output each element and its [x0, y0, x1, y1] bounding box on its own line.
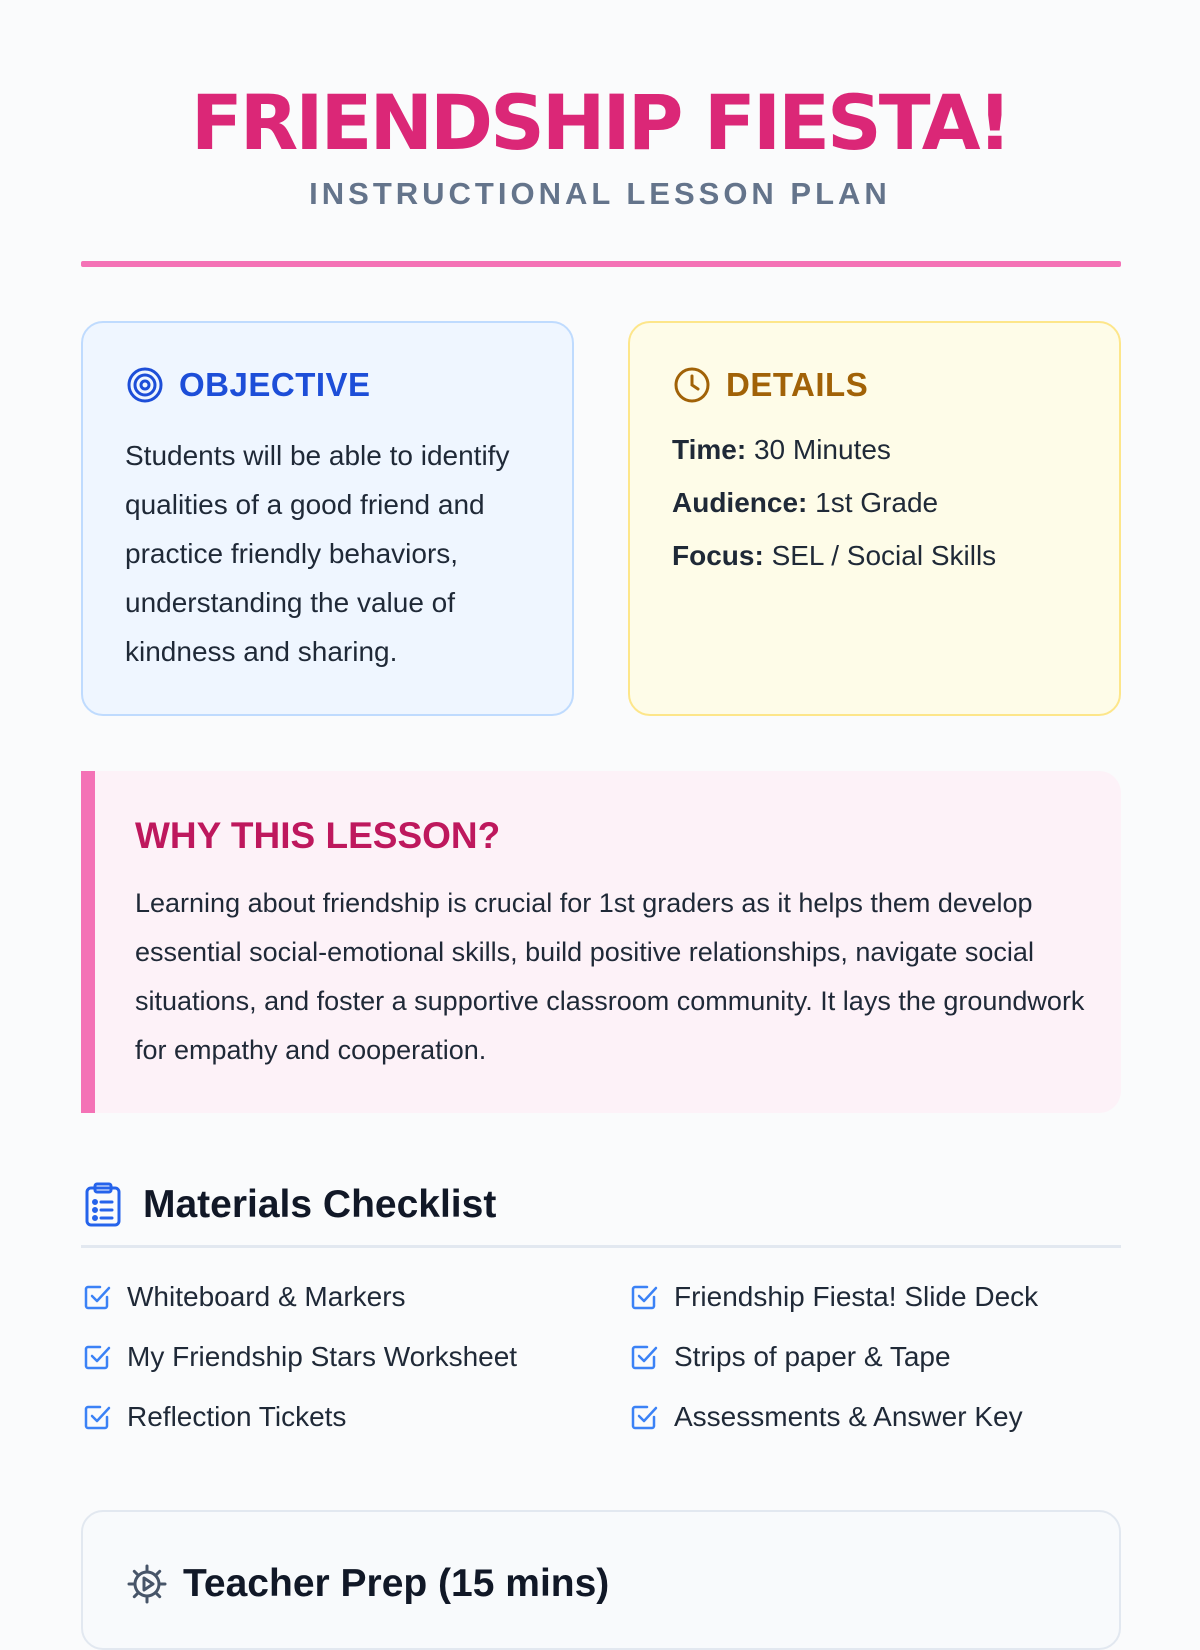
details-header: [672, 365, 868, 405]
detail-focus: [672, 539, 996, 592]
checkbox-checked-icon[interactable]: [81, 1401, 113, 1433]
checkbox-checked-icon[interactable]: [81, 1341, 113, 1373]
detail-label: Focus:: [672, 540, 764, 571]
page-subtitle: INSTRUCTIONAL LESSON PLAN: [309, 176, 891, 211]
materials-list: [81, 1278, 1121, 1435]
materials-heading: Materials Checklist: [143, 1183, 497, 1226]
material-item[interactable]: [81, 1278, 628, 1315]
checkbox-checked-icon[interactable]: [628, 1281, 660, 1313]
details-card: [628, 321, 1121, 716]
detail-value: 30 Minutes: [753, 434, 891, 465]
gear-icon: [125, 1562, 169, 1606]
objective-card: [81, 321, 574, 716]
material-label: My Friendship Stars Worksheet: [127, 1340, 518, 1372]
checkbox-checked-icon[interactable]: [81, 1281, 113, 1313]
materials-divider: [81, 1245, 1121, 1248]
material-label: Reflection Tickets: [127, 1400, 347, 1432]
objective-heading: OBJECTIVE: [179, 366, 371, 403]
why-this-lesson-callout: [81, 771, 1121, 1113]
material-item[interactable]: [628, 1338, 1121, 1375]
material-item[interactable]: [628, 1278, 1121, 1315]
material-item[interactable]: [628, 1398, 1121, 1435]
material-label: Whiteboard & Markers: [127, 1280, 406, 1312]
teacher-prep-card: [81, 1510, 1121, 1650]
clipboard-list-icon: [81, 1182, 125, 1228]
detail-label: Time:: [672, 434, 747, 465]
why-heading: WHY THIS LESSON?: [135, 815, 501, 856]
page-title: FRIENDSHIP FIESTA!: [190, 78, 1010, 167]
materials-header: [81, 1182, 496, 1228]
header-divider: [81, 261, 1121, 267]
detail-value: SEL / Social Skills: [771, 540, 997, 571]
objective-text: Students will be able to identify qualities of a good friend and practice friendly behaviors, understanding the value of kindness and sharing.: [125, 440, 510, 667]
detail-value: 1st Grade: [815, 487, 939, 518]
teacher-prep-header: [125, 1562, 609, 1606]
teacher-prep-heading: Teacher Prep (15 mins): [183, 1562, 610, 1605]
checkbox-checked-icon[interactable]: [628, 1401, 660, 1433]
target-icon: [125, 365, 165, 405]
material-label: Assessments & Answer Key: [674, 1400, 1023, 1432]
detail-time: [672, 433, 996, 486]
material-item[interactable]: [81, 1398, 628, 1435]
detail-audience: [672, 486, 996, 539]
details-heading: DETAILS: [726, 366, 869, 403]
clock-icon: [672, 365, 712, 405]
material-label: Friendship Fiesta! Slide Deck: [674, 1280, 1039, 1312]
why-text: Learning about friendship is crucial for 1st graders as it helps them develop essential social-emotional skills, build positive relationships, navigate social situations, and foster a supportive classroom community. It lays the groundwork for empathy and cooperation.: [135, 888, 1085, 1065]
detail-label: Audience:: [672, 487, 808, 518]
details-list: [672, 433, 996, 592]
checkbox-checked-icon[interactable]: [628, 1341, 660, 1373]
material-item[interactable]: [81, 1338, 628, 1375]
material-label: Strips of paper & Tape: [674, 1340, 951, 1372]
objective-header: [125, 365, 371, 405]
